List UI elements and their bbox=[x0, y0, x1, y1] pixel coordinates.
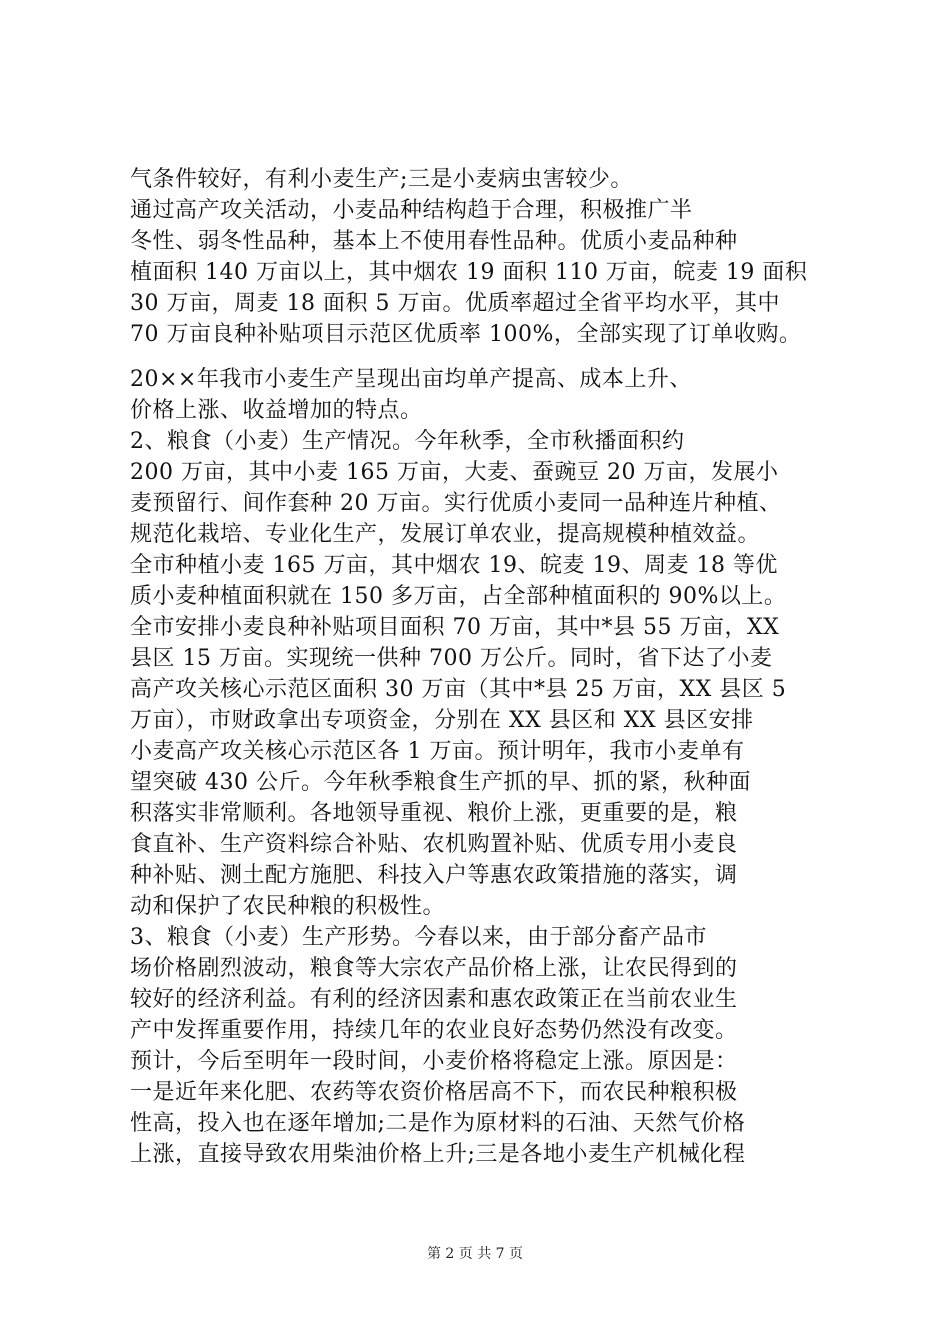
text-line: 价格上涨、收益增加的特点。 bbox=[130, 398, 423, 423]
text-line: 全市种植小麦 165 万亩，其中烟农 19、皖麦 19、周麦 18 等优 bbox=[130, 553, 778, 578]
text-line: 气条件较好，有利小麦生产;三是小麦病虫害较少。 bbox=[130, 167, 633, 192]
text-line: 较好的经济利益。有利的经济因素和惠农政策正在当前农业生 bbox=[130, 987, 738, 1012]
text-line: 通过高产攻关活动，小麦品种结构趋于合理，积极推广半 bbox=[130, 198, 693, 223]
text-line: 20××年我市小麦生产呈现出亩均单产提高、成本上升、 bbox=[130, 367, 692, 392]
text-line: 30 万亩，周麦 18 面积 5 万亩。优质率超过全省平均水平，其中 bbox=[130, 291, 780, 316]
text-line: 高产攻关核心示范区面积 30 万亩（其中*县 25 万亩，XX 县区 5 bbox=[130, 677, 787, 702]
text-line: 万亩），市财政拿出专项资金，分别在 XX 县区和 XX 县区安排 bbox=[130, 708, 754, 733]
text-line: 场价格剧烈波动，粮食等大宗农产品价格上涨，让农民得到的 bbox=[130, 956, 738, 981]
text-line: 麦预留行、间作套种 20 万亩。实行优质小麦同一品种连片种植、 bbox=[130, 491, 782, 516]
text-line: 植面积 140 万亩以上，其中烟农 19 面积 110 万亩，皖麦 19 面积 bbox=[130, 260, 808, 285]
text-line: 冬性、弱冬性品种，基本上不使用春性品种。优质小麦品种种 bbox=[130, 229, 738, 254]
text-line: 3、粮食（小麦）生产形势。今春以来，由于部分畜产品市 bbox=[130, 925, 707, 950]
text-line: 性高，投入也在逐年增加;二是作为原材料的石油、天然气价格 bbox=[130, 1111, 746, 1136]
text-line: 全市安排小麦良种补贴项目面积 70 万亩，其中*县 55 万亩，XX bbox=[130, 615, 780, 640]
text-line: 积落实非常顺利。各地领导重视、粮价上涨，更重要的是，粮 bbox=[130, 801, 738, 826]
page-number-footer: 第 2 页 共 7 页 bbox=[426, 1246, 524, 1262]
text-line: 动和保护了农民种粮的积极性。 bbox=[130, 894, 446, 919]
text-line: 上涨，直接导致农用柴油价格上升;三是各地小麦生产机械化程 bbox=[130, 1142, 746, 1167]
text-line: 70 万亩良种补贴项目示范区优质率 100%，全部实现了订单收购。 bbox=[130, 322, 802, 347]
text-line: 食直补、生产资料综合补贴、农机购置补贴、优质专用小麦良 bbox=[130, 832, 738, 857]
text-line: 预计，今后至明年一段时间，小麦价格将稳定上涨。原因是： bbox=[130, 1049, 738, 1074]
text-line: 种补贴、测土配方施肥、科技入户等惠农政策措施的落实，调 bbox=[130, 863, 738, 888]
text-line: 一是近年来化肥、农药等农资价格居高不下，而农民种粮积极 bbox=[130, 1080, 738, 1105]
text-line: 产中发挥重要作用，持续几年的农业良好态势仍然没有改变。 bbox=[130, 1018, 738, 1043]
text-line: 200 万亩，其中小麦 165 万亩，大麦、蚕豌豆 20 万亩，发展小 bbox=[130, 460, 779, 485]
text-line: 望突破 430 公斤。今年秋季粮食生产抓的早、抓的紧，秋种面 bbox=[130, 770, 751, 795]
text-line: 规范化栽培、专业化生产，发展订单农业，提高规模种植效益。 bbox=[130, 522, 761, 547]
text-line: 县区 15 万亩。实现统一供种 700 万公斤。同时，省下达了小麦 bbox=[130, 646, 773, 671]
text-line: 2、粮食（小麦）生产情况。今年秋季，全市秋播面积约 bbox=[130, 429, 685, 454]
text-line: 质小麦种植面积就在 150 多万亩，占全部种植面积的 90%以上。 bbox=[130, 584, 787, 609]
text-line: 小麦高产攻关核心示范区各 1 万亩。预计明年，我市小麦单有 bbox=[130, 739, 745, 764]
